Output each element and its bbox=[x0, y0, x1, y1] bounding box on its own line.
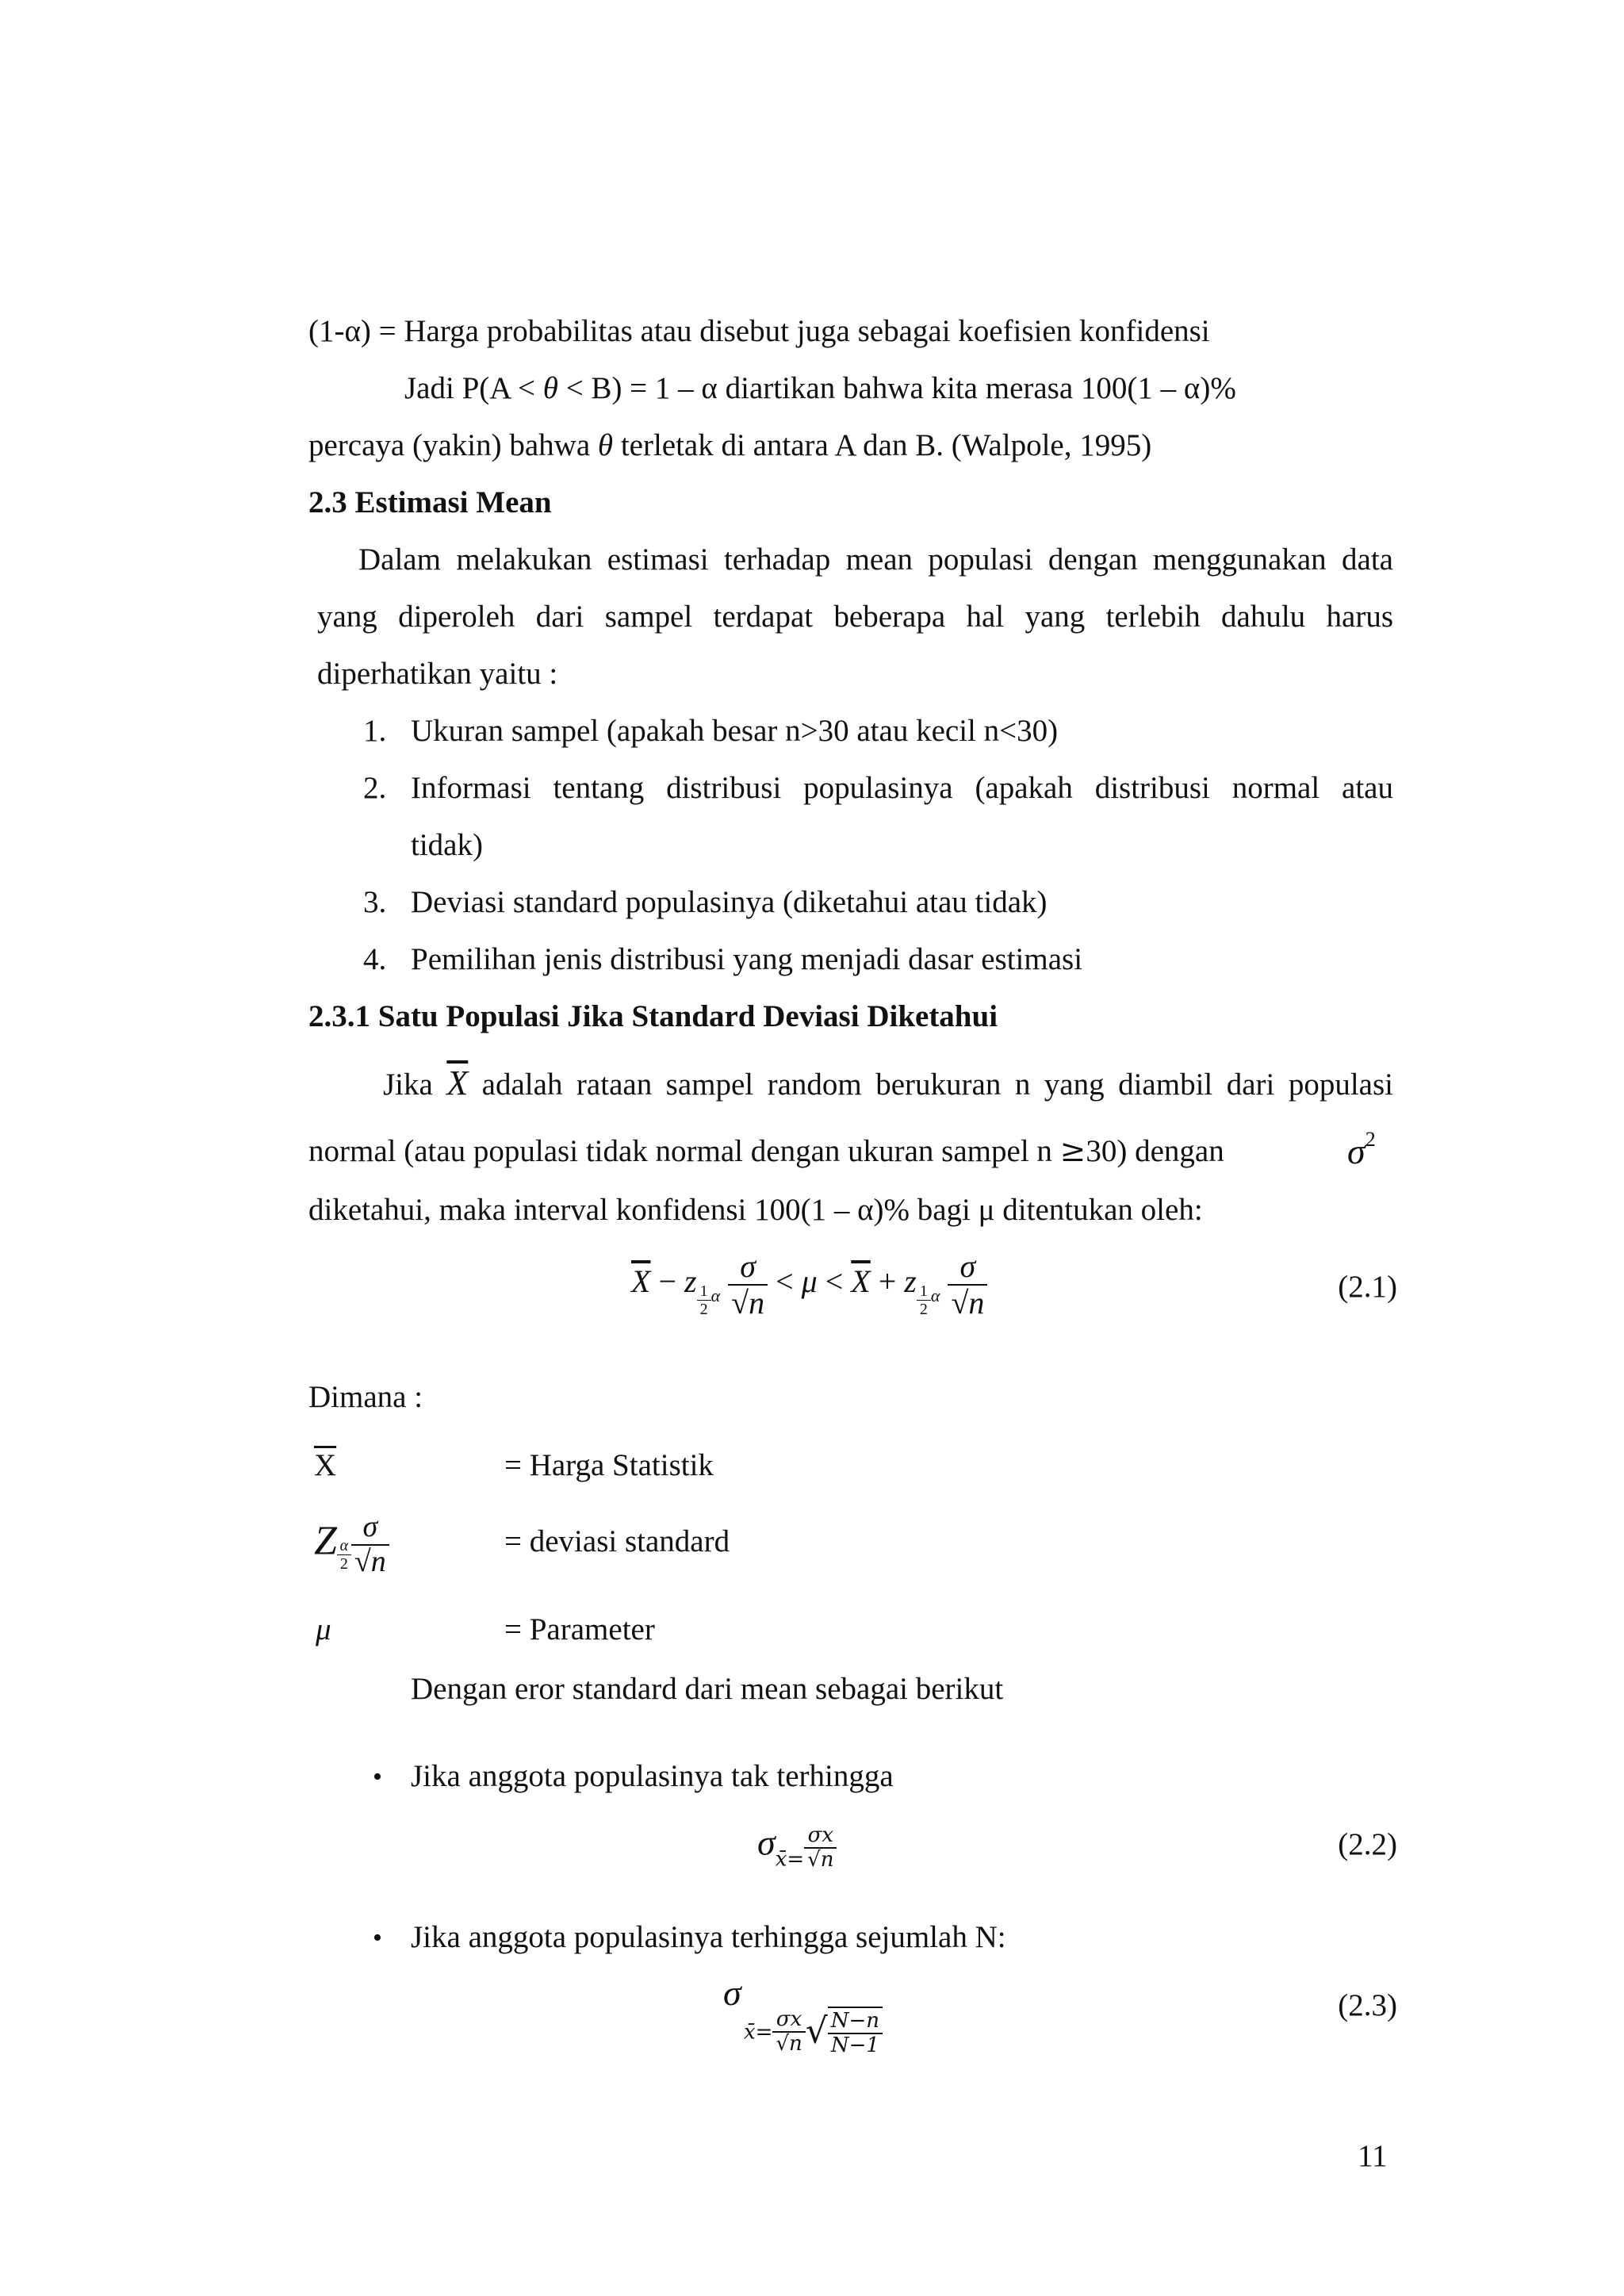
less-than-sign: < bbox=[768, 1263, 802, 1300]
sigma-over-sqrt-n bbox=[351, 1511, 389, 1579]
z-definition-symbol bbox=[314, 1511, 389, 1579]
section-heading-2-3: 2.3 Estimasi Mean bbox=[308, 485, 552, 519]
definition-text: = Harga Statistik bbox=[504, 1448, 714, 1482]
section-heading-2-3-1: 2.3.1 Satu Populasi Jika Standard Deviasi Diketahui bbox=[308, 999, 998, 1033]
paragraph-line: Dengan eror standard dari mean sebagai berikut bbox=[411, 1672, 1004, 1706]
z-symbol: Z bbox=[314, 1518, 337, 1564]
bullet-icon: • bbox=[373, 1923, 382, 1953]
list-number: 4. bbox=[363, 942, 387, 976]
paragraph-line bbox=[308, 1128, 1393, 1171]
paragraph-line bbox=[383, 1066, 1393, 1101]
sigma-over-sqrt-n bbox=[948, 1249, 987, 1320]
superscript: 2 bbox=[1365, 1128, 1376, 1151]
list-number: 3. bbox=[363, 885, 387, 919]
fraction-denominator: 2 bbox=[697, 1300, 711, 1318]
mu-symbol: μ bbox=[316, 1612, 331, 1646]
sigma-symbol: σ bbox=[1347, 1131, 1365, 1171]
list-item: Deviasi standard populasinya (diketahui atau tidak) bbox=[411, 885, 1048, 919]
subscript: x̄ bbox=[775, 1847, 787, 1872]
equation-2-1 bbox=[631, 1249, 987, 1320]
list-item: Informasi tentang distribusi populasinya (apakah distribusi normal atau bbox=[411, 771, 1393, 805]
paragraph-line: Dalam melakukan estimasi terhadap mean populasi dengan menggunakan data bbox=[358, 542, 1393, 577]
equation-2-3-body bbox=[744, 2007, 883, 2056]
fraction-numerator: α bbox=[339, 1536, 349, 1554]
text-span: Jika bbox=[383, 1068, 447, 1102]
equation-number: (2.2) bbox=[1338, 1827, 1397, 1861]
theta-symbol: θ bbox=[542, 371, 558, 405]
paragraph-line: yang diperoleh dari sampel terdapat beberapa hal yang terlebih dahulu harus bbox=[317, 600, 1393, 634]
fraction-denominator: √n bbox=[728, 1284, 768, 1320]
text-span: adalah rataan sampel random berukuran n yang diambil dari populasi bbox=[468, 1068, 1393, 1102]
text-span: terletak di antara A dan B. (Walpole, 1995) bbox=[613, 428, 1152, 462]
alpha-symbol: α bbox=[930, 1286, 940, 1306]
fraction-numerator: σ bbox=[362, 1510, 378, 1543]
text-span: normal (atau populasi tidak normal dengan ukuran sampel n bbox=[308, 1134, 1060, 1168]
sigma-symbol: σ bbox=[757, 1822, 776, 1863]
fraction bbox=[772, 2008, 805, 2055]
subscript-fraction bbox=[697, 1282, 711, 1318]
list-item: Pemilihan jenis distribusi yang menjadi dasar estimasi bbox=[411, 942, 1083, 976]
x-bar-symbol: $\overline{X}$ bbox=[314, 1448, 337, 1482]
fraction-denominator: N−1 bbox=[828, 2033, 883, 2057]
text-span: percaya (yakin) bahwa bbox=[308, 428, 598, 462]
fraction-numerator: σx bbox=[807, 1823, 834, 1847]
root-fraction bbox=[828, 2007, 883, 2056]
fraction-denominator: 2 bbox=[917, 1300, 931, 1318]
subscript-fraction bbox=[337, 1537, 351, 1573]
fraction-denominator: √n bbox=[948, 1284, 987, 1320]
fraction-numerator: σ bbox=[740, 1248, 756, 1284]
mu-symbol: μ bbox=[801, 1263, 818, 1300]
fraction-denominator: √n bbox=[351, 1544, 389, 1579]
definition-text: = deviasi standard bbox=[504, 1524, 730, 1558]
fraction-numerator: 1 bbox=[699, 1282, 708, 1301]
paragraph-line bbox=[308, 430, 1151, 461]
minus-sign: − bbox=[650, 1263, 684, 1300]
bullet-item: Jika anggota populasinya terhingga sejumlah N: bbox=[411, 1920, 1006, 1954]
x-bar-symbol: $\overline{X}$ bbox=[446, 1064, 469, 1102]
text-span: < B) = 1 – α diartikan bahwa kita merasa 100(1 – α)% bbox=[557, 371, 1236, 405]
where-label: Dimana : bbox=[308, 1380, 423, 1414]
theta-symbol: θ bbox=[597, 428, 614, 462]
paragraph-line: diketahui, maka interval konfidensi 100(1 – α)% bagi μ ditentukan oleh: bbox=[308, 1193, 1203, 1227]
less-than-sign: < bbox=[817, 1263, 852, 1300]
fraction-denominator: √n bbox=[804, 1847, 837, 1872]
geq-symbol: ≥ bbox=[1059, 1133, 1086, 1169]
page-number: 11 bbox=[1358, 2139, 1388, 2173]
bullet-icon: • bbox=[373, 1762, 382, 1792]
text-span: 30) dengan bbox=[1086, 1134, 1224, 1168]
sigma-symbol: σ bbox=[723, 1972, 741, 2013]
definition-text: = Parameter bbox=[504, 1612, 655, 1646]
list-item-continuation: tidak) bbox=[411, 828, 483, 862]
list-number: 1. bbox=[363, 714, 387, 748]
x-bar-symbol: $\overline{X}$ bbox=[631, 1263, 651, 1300]
fraction-numerator: σx bbox=[776, 2007, 802, 2031]
sigma-squared bbox=[1347, 1129, 1376, 1170]
fraction-numerator: σ bbox=[959, 1248, 976, 1284]
equation-number: (2.3) bbox=[1338, 1988, 1397, 2022]
equals-sign: = bbox=[755, 2020, 773, 2045]
subscript: x̄ bbox=[744, 2020, 756, 2045]
z-symbol: z bbox=[684, 1263, 697, 1300]
equation-2-2 bbox=[757, 1824, 837, 1871]
alpha-symbol: α bbox=[710, 1286, 721, 1306]
sigma-over-sqrt-n bbox=[728, 1249, 768, 1320]
sqrt-symbol: √ bbox=[805, 2010, 828, 2052]
fraction-numerator: N−n bbox=[830, 2009, 879, 2033]
fraction-denominator: √n bbox=[772, 2031, 805, 2056]
fraction-numerator: 1 bbox=[919, 1282, 928, 1301]
paragraph-line: diperhatikan yaitu : bbox=[317, 657, 558, 691]
paragraph-line bbox=[404, 373, 1393, 404]
fraction-denominator: 2 bbox=[337, 1554, 351, 1573]
subscript-fraction bbox=[917, 1282, 931, 1318]
equation-2-3 bbox=[723, 1972, 741, 2013]
list-item: Ukuran sampel (apakah besar n>30 atau kecil n<30) bbox=[411, 714, 1059, 748]
equals-sign: = bbox=[787, 1847, 805, 1872]
z-symbol: z bbox=[904, 1263, 917, 1300]
definition-confidence-coefficient: (1-α) = Harga probabilitas atau disebut juga sebagai koefisien konfidensi bbox=[308, 314, 1210, 348]
fraction bbox=[804, 1824, 837, 1871]
x-bar-symbol: $\overline{X}$ bbox=[851, 1263, 871, 1300]
plus-sign: + bbox=[870, 1263, 905, 1300]
bullet-item: Jika anggota populasinya tak terhingga bbox=[411, 1759, 894, 1793]
text-span: Jadi P(A < bbox=[404, 371, 543, 405]
list-number: 2. bbox=[363, 771, 387, 805]
equation-number: (2.1) bbox=[1338, 1270, 1397, 1304]
